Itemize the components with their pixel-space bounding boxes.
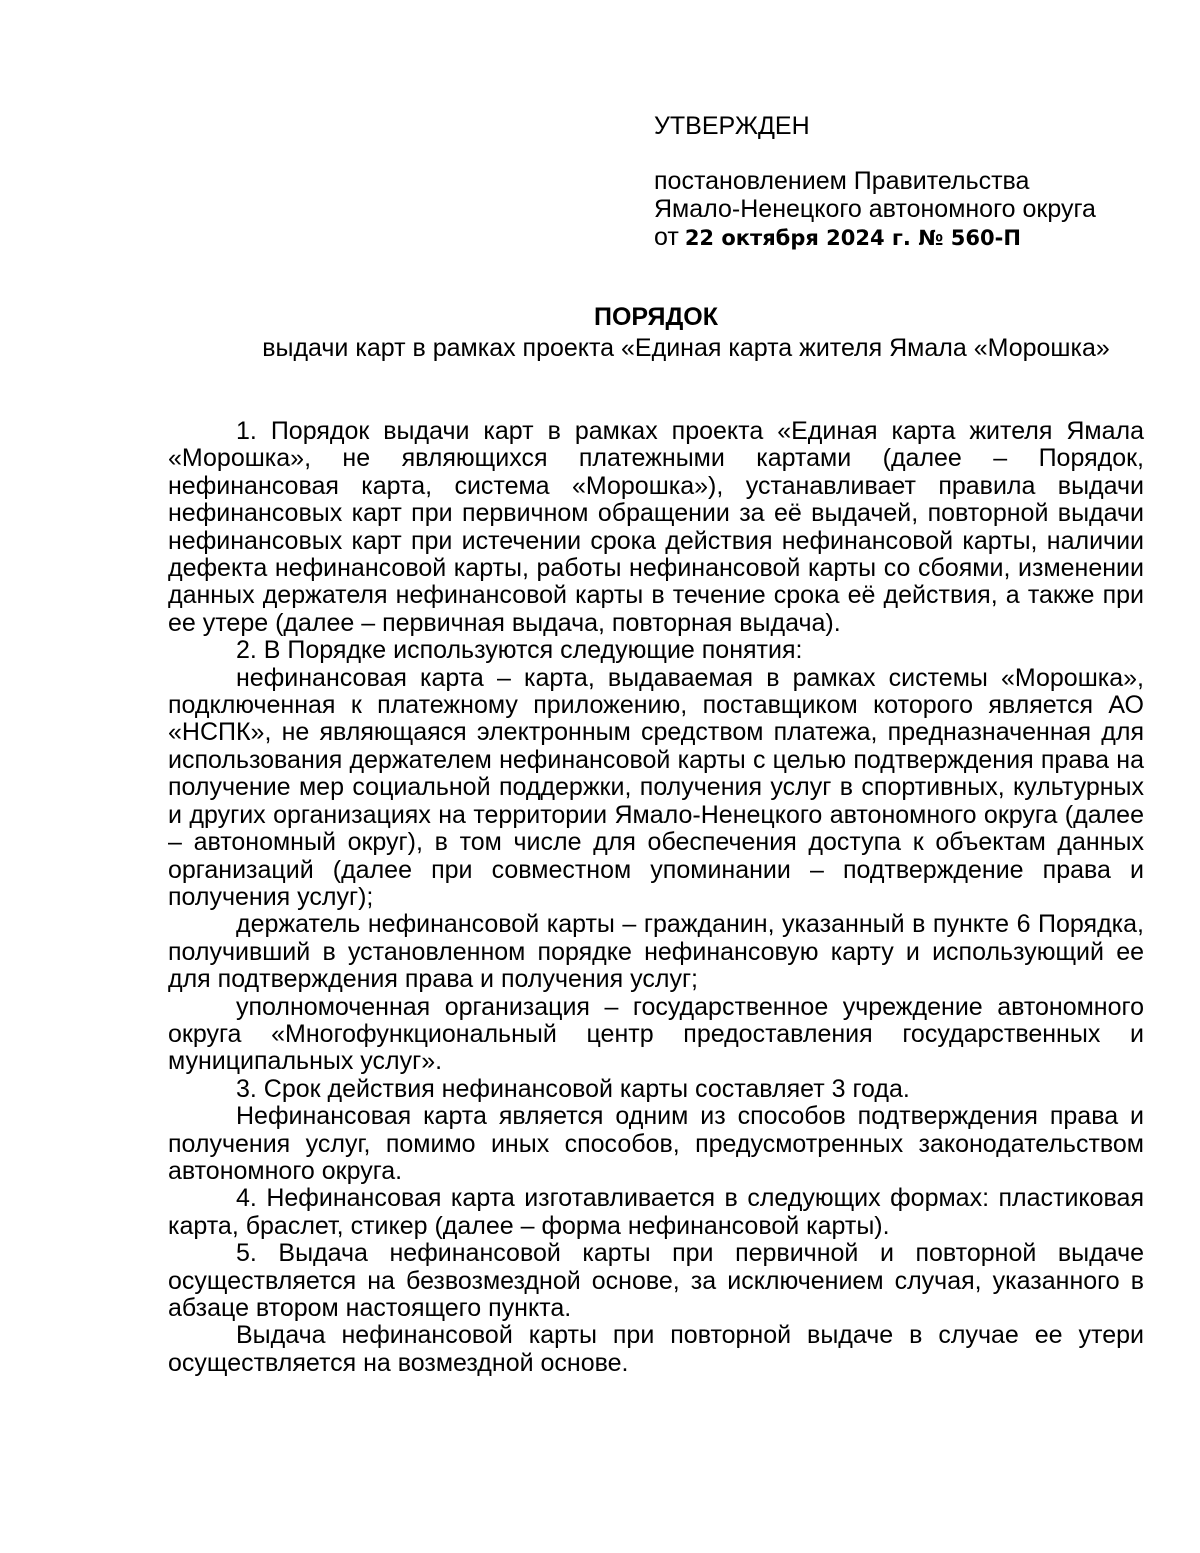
approval-date-line [654,223,1174,251]
paragraph-5-continued: Выдача нефинансовой карты при повторной выдаче в случае ее утери осуществляется на возмездной основе. [168,1321,1144,1377]
paragraph-4: 4. Нефинансовая карта изготавливается в следующих формах: пластиковая карта, браслет, стикер (далее – форма нефинансовой карты). [168,1184,1144,1240]
approval-date-prefix: от [654,223,679,251]
paragraph-1: 1. Порядок выдачи карт в рамках проекта «Единая карта жителя Ямала «Морошка», не являющихся платежными картами (далее – Порядок, нефинансовая карта, система «Морошка»), устанавливает правила выдачи нефинансовых карт при первичном обращении за её выдачей, повторной выдачи нефинансовых карт при истечении срока действия нефинансовой карты, наличии дефекта нефинансовой карты, работы нефинансовой карты со сбоями, изменении данных держателя нефинансовой карты в течение срока её действия, а также при ее утере (далее – первичная выдача, повторная выдача). [168,417,1144,637]
paragraph-definition-card: нефинансовая карта – карта, выдаваемая в рамках системы «Морошка», подключенная к платежному приложению, поставщиком которого является АО «НСПК», не являющаяся электронным средством платежа, предназначенная для использования держателем нефинансовой карты с целью подтверждения права на получение мер социальной поддержки, получения услуг в спортивных, культурных и других организациях на территории Ямало-Ненецкого автономного округа (далее – автономный округ), в том числе для обеспечения доступа к объектам данных организаций (далее при совместном упоминании – подтверждение права и получения услуг); [168,663,1144,911]
paragraph-2: 2. В Порядке используются следующие понятия: [236,636,803,665]
paragraph-3: 3. Срок действия нефинансовой карты составляет 3 года. [236,1074,910,1103]
paragraph-3-continued: Нефинансовая карта является одним из способов подтверждения права и получения услуг, помимо иных способов, предусмотренных законодательством автономного округа. [168,1102,1144,1185]
approval-line-1: постановлением Правительства [654,167,1030,195]
approval-line-2: Ямало-Ненецкого автономного округа [654,195,1096,223]
paragraph-definition-organization: уполномоченная организация – государственное учреждение автономного округа «Многофункциональный центр предоставления государственных и муниципальных услуг». [168,992,1144,1076]
approval-block [654,112,1174,251]
approval-date-number: 22 октября 2024 г. № 560-П [684,226,1021,250]
document-subtitle: выдачи карт в рамках проекта «Единая карта жителя Ямала «Морошка» [262,334,1110,362]
approval-heading: УТВЕРЖДЕН [654,112,810,140]
paragraph-5: 5. Выдача нефинансовой карты при первичной и повторной выдаче осуществляется на безвозмездной основе, за исключением случая, указанного в абзаце втором настоящего пункта. [168,1239,1144,1322]
document-title: ПОРЯДОК [594,303,718,331]
document-body [168,418,1144,1377]
paragraph-definition-holder: держатель нефинансовой карты – гражданин, указанный в пункте 6 Порядка, получивший в установленном порядке нефинансовую карту и использующий ее для подтверждения права и получения услуг; [168,910,1144,994]
